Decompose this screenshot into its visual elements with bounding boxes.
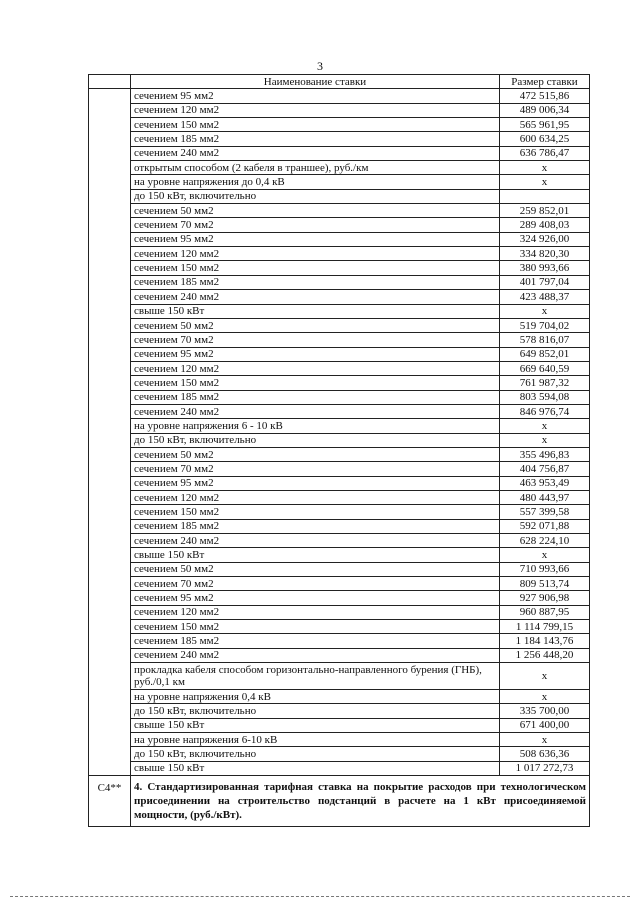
table-row (89, 534, 590, 548)
table-row (89, 146, 590, 160)
rate-value: x (500, 733, 590, 747)
rate-name: сечением 185 мм2 (131, 390, 500, 404)
header-name: Наименование ставки (131, 75, 500, 89)
table-row (89, 118, 590, 132)
rate-value: 324 926,00 (500, 232, 590, 246)
section-title: 4. Стандартизированная тарифная ставка на покрытие расходов при технологическом присоединении на строительство подстанций в расчете на 1 кВт присоединяемой мощности, (руб./кВт). (131, 776, 590, 827)
rate-name: сечением 185 мм2 (131, 519, 500, 533)
table-row (89, 304, 590, 318)
table-row (89, 761, 590, 775)
rate-value: 489 006,34 (500, 103, 590, 117)
rate-name: сечением 95 мм2 (131, 89, 500, 103)
rate-value: 1 184 143,76 (500, 634, 590, 648)
table-row (89, 505, 590, 519)
rate-name: на уровне напряжения 0,4 кВ (131, 690, 500, 704)
table-row (89, 175, 590, 189)
rate-name: сечением 120 мм2 (131, 605, 500, 619)
rate-value: x (500, 690, 590, 704)
table-row (89, 591, 590, 605)
rate-name: сечением 95 мм2 (131, 347, 500, 361)
rate-value: 423 488,37 (500, 290, 590, 304)
rate-value: x (500, 175, 590, 189)
rate-name: сечением 120 мм2 (131, 490, 500, 504)
rate-name: сечением 70 мм2 (131, 333, 500, 347)
rate-value: 335 700,00 (500, 704, 590, 718)
rate-name: свыше 150 кВт (131, 761, 500, 775)
rate-name: свыше 150 кВт (131, 548, 500, 562)
table-row (89, 634, 590, 648)
table-row (89, 648, 590, 662)
table-row (89, 476, 590, 490)
rate-value: 927 906,98 (500, 591, 590, 605)
rate-value: 628 224,10 (500, 534, 590, 548)
rate-value: 803 594,08 (500, 390, 590, 404)
table-row (89, 620, 590, 634)
rate-name: сечением 185 мм2 (131, 634, 500, 648)
rate-name: сечением 240 мм2 (131, 404, 500, 418)
table-row (89, 189, 590, 203)
table-row (89, 718, 590, 732)
rate-name: на уровне напряжения 6-10 кВ (131, 733, 500, 747)
rate-name: свыше 150 кВт (131, 304, 500, 318)
rate-name: сечением 240 мм2 (131, 146, 500, 160)
rate-value: 289 408,03 (500, 218, 590, 232)
table-row (89, 747, 590, 761)
rate-name: открытым способом (2 кабеля в траншее), руб./км (131, 161, 500, 175)
rate-value: x (500, 161, 590, 175)
rate-value: 669 640,59 (500, 361, 590, 375)
rate-name: сечением 50 мм2 (131, 447, 500, 461)
rate-name: сечением 240 мм2 (131, 648, 500, 662)
table-row (89, 275, 590, 289)
rate-name: сечением 240 мм2 (131, 534, 500, 548)
rate-value: 649 852,01 (500, 347, 590, 361)
table-row (89, 519, 590, 533)
rate-value: 578 816,07 (500, 333, 590, 347)
rate-name: сечением 50 мм2 (131, 318, 500, 332)
table-row (89, 376, 590, 390)
rate-value: x (500, 304, 590, 318)
table-row (89, 89, 590, 103)
rate-value: 404 756,87 (500, 462, 590, 476)
rate-name: сечением 185 мм2 (131, 132, 500, 146)
rate-name: сечением 120 мм2 (131, 361, 500, 375)
rate-value: 463 953,49 (500, 476, 590, 490)
table-body (89, 89, 590, 827)
rate-name: сечением 95 мм2 (131, 591, 500, 605)
rate-value: 472 515,86 (500, 89, 590, 103)
rate-value: x (500, 548, 590, 562)
rate-value: x (500, 663, 590, 690)
table-row (89, 361, 590, 375)
table-row (89, 577, 590, 591)
scan-edge-line (10, 896, 630, 897)
rate-name: сечением 50 мм2 (131, 562, 500, 576)
table-row (89, 704, 590, 718)
table-row (89, 733, 590, 747)
rate-value: 846 976,74 (500, 404, 590, 418)
rate-name: сечением 185 мм2 (131, 275, 500, 289)
rate-value: 600 634,25 (500, 132, 590, 146)
rate-value: 334 820,30 (500, 247, 590, 261)
rate-value: 1 256 448,20 (500, 648, 590, 662)
rate-name: сечением 70 мм2 (131, 577, 500, 591)
rate-name: свыше 150 кВт (131, 718, 500, 732)
table-row (89, 218, 590, 232)
rate-value: 565 961,95 (500, 118, 590, 132)
table-row (89, 390, 590, 404)
table-row (89, 419, 590, 433)
table-row (89, 548, 590, 562)
rate-name: сечением 50 мм2 (131, 204, 500, 218)
rate-name: сечением 70 мм2 (131, 218, 500, 232)
rate-value: x (500, 433, 590, 447)
table-row (89, 462, 590, 476)
rate-value: 355 496,83 (500, 447, 590, 461)
rate-value: 761 987,32 (500, 376, 590, 390)
header-code-cell (89, 75, 131, 89)
rate-name: сечением 150 мм2 (131, 118, 500, 132)
table-row (89, 204, 590, 218)
rate-name: до 150 кВт, включительно (131, 747, 500, 761)
tariff-table (88, 74, 590, 827)
rate-name: прокладка кабеля способом горизонтально-направленного бурения (ГНБ), руб./0,1 км (131, 663, 500, 690)
rate-name: до 150 кВт, включительно (131, 704, 500, 718)
rate-name: на уровне напряжения 6 - 10 кВ (131, 419, 500, 433)
rate-value: 636 786,47 (500, 146, 590, 160)
table-row (89, 663, 590, 690)
rate-name: сечением 150 мм2 (131, 620, 500, 634)
table-row (89, 290, 590, 304)
rate-value: 671 400,00 (500, 718, 590, 732)
section-row (89, 776, 590, 827)
table-row (89, 347, 590, 361)
table-row (89, 447, 590, 461)
rate-value: 380 993,66 (500, 261, 590, 275)
rate-name: сечением 120 мм2 (131, 103, 500, 117)
table-row (89, 404, 590, 418)
rate-name: на уровне напряжения до 0,4 кВ (131, 175, 500, 189)
table-header-row (89, 75, 590, 89)
rate-name: сечением 120 мм2 (131, 247, 500, 261)
rate-name: сечением 150 мм2 (131, 261, 500, 275)
table-row (89, 333, 590, 347)
rate-value: 557 399,58 (500, 505, 590, 519)
section-code: С4** (89, 776, 131, 827)
rate-value: 960 887,95 (500, 605, 590, 619)
rate-name: сечением 95 мм2 (131, 476, 500, 490)
rate-name: до 150 кВт, включительно (131, 433, 500, 447)
table-row (89, 433, 590, 447)
table-row (89, 161, 590, 175)
code-cell (89, 89, 131, 776)
rate-value: 259 852,01 (500, 204, 590, 218)
rate-value: 519 704,02 (500, 318, 590, 332)
rate-value: 401 797,04 (500, 275, 590, 289)
table-row (89, 132, 590, 146)
table-row (89, 103, 590, 117)
rate-name: сечением 150 мм2 (131, 376, 500, 390)
rate-value: 809 513,74 (500, 577, 590, 591)
rate-value: 710 993,66 (500, 562, 590, 576)
rate-value: x (500, 419, 590, 433)
rate-value: 480 443,97 (500, 490, 590, 504)
page-number: 3 (317, 59, 323, 73)
table-row (89, 605, 590, 619)
rate-value: 508 636,36 (500, 747, 590, 761)
rate-name: сечением 150 мм2 (131, 505, 500, 519)
table-row (89, 261, 590, 275)
table-row (89, 690, 590, 704)
rate-name: до 150 кВт, включительно (131, 189, 500, 203)
table-row (89, 562, 590, 576)
header-value: Размер ставки (500, 75, 590, 89)
rate-value (500, 189, 590, 203)
rate-value: 592 071,88 (500, 519, 590, 533)
rate-value: 1 017 272,73 (500, 761, 590, 775)
table-row (89, 247, 590, 261)
rate-name: сечением 240 мм2 (131, 290, 500, 304)
table-row (89, 318, 590, 332)
table-row (89, 232, 590, 246)
rate-name: сечением 95 мм2 (131, 232, 500, 246)
rate-value: 1 114 799,15 (500, 620, 590, 634)
rate-name: сечением 70 мм2 (131, 462, 500, 476)
table-row (89, 490, 590, 504)
